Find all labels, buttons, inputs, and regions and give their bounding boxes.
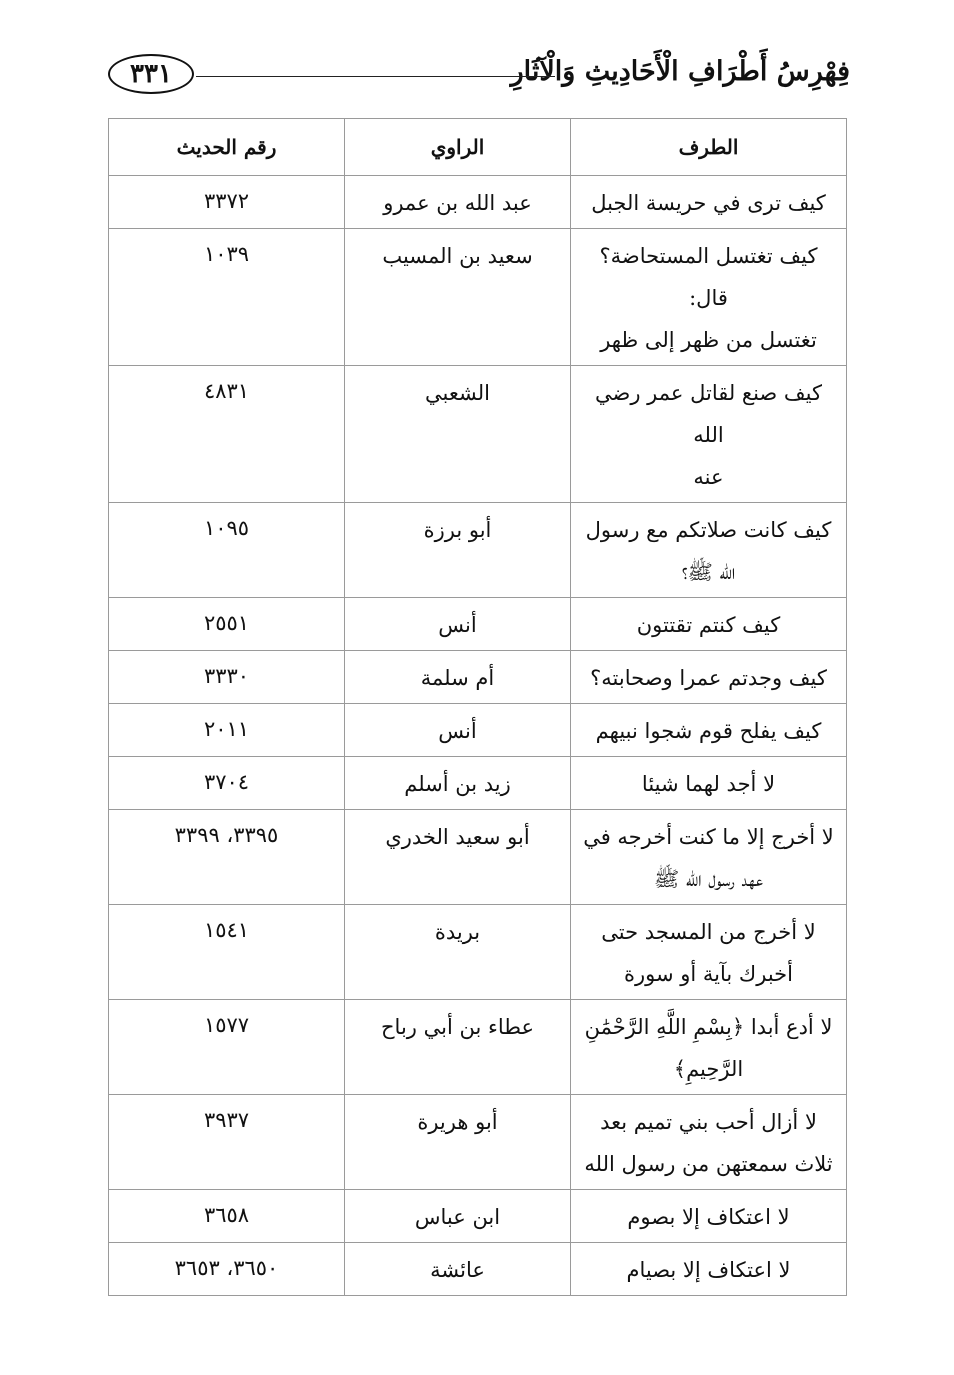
column-header-taraf: الطرف [571,119,847,176]
hadith-number-cell: ٤٨٣١ [109,366,345,503]
header-rule [196,76,555,77]
taraf-line: كيف وجدتم عمرا وصحابته؟ [590,666,827,690]
taraf-cell [571,503,847,598]
taraf-cell [571,229,847,366]
taraf-line: كيف صنع لقاتل عمر رضي الله [594,381,823,447]
taraf-cell [571,1095,847,1190]
hadith-number-cell: ٣٩٣٧ [109,1095,345,1190]
hadith-number-cell: ٢٥٥١ [109,598,345,651]
rawi-cell: أبو برزة [345,503,571,598]
rawi-cell: أنس [345,704,571,757]
taraf-line: كيف كانت صلاتكم مع رسول [585,518,832,542]
table-row [109,1190,847,1243]
taraf-line: تغتسل من ظهر إلى ظهر [600,328,817,352]
taraf-cell [571,598,847,651]
hadith-number-cell: ٣٦٥٨ [109,1190,345,1243]
rawi-cell: الشعبي [345,366,571,503]
page-title: فِهْرِسُ أَطْرَافِ الْأَحَادِيثِ وَالْآثَارِ [510,56,850,87]
table-header-row [109,119,847,176]
taraf-cell [571,366,847,503]
hadith-index-table [108,118,847,1296]
taraf-line: الرَّحِيمِ﴾ [673,1057,744,1081]
taraf-line: لا أجد لهما شيئا [641,772,776,796]
rawi-cell: بريدة [345,905,571,1000]
rawi-cell: زيد بن أسلم [345,757,571,810]
taraf-cell [571,1000,847,1095]
page-header [100,48,850,102]
table-row [109,1243,847,1296]
hadith-number-cell: ٣٣٩٥، ٣٣٩٩ [109,810,345,905]
taraf-line: لا أدع أبدا ﴿بِسْمِ اللَّهِ الرَّحْمَٰنِ [584,1015,833,1039]
hadith-number-cell: ٣٣٧٢ [109,176,345,229]
table-row [109,503,847,598]
table-row [109,810,847,905]
taraf-cell [571,757,847,810]
taraf-line: لا أخرج إلا ما كنت أخرجه في [583,825,834,849]
hadith-number-cell: ١٠٩٥ [109,503,345,598]
hadith-number-cell: ٣٣٣٠ [109,651,345,704]
column-header-rawi: الراوي [345,119,571,176]
taraf-line: الله ﷺ؟ [681,560,736,584]
table-row [109,704,847,757]
hadith-number-cell: ٢٠١١ [109,704,345,757]
table-row [109,1095,847,1190]
rawi-cell: ابن عباس [345,1190,571,1243]
hadith-number-cell: ١٥٧٧ [109,1000,345,1095]
table-row [109,366,847,503]
taraf-line: كيف كنتم تقتتون [636,613,781,637]
table-row [109,905,847,1000]
taraf-cell [571,704,847,757]
taraf-cell [571,176,847,229]
taraf-line: كيف يفلح قوم شجوا نبيهم [595,719,822,743]
page-number-badge: ٣٣١ [108,54,194,94]
hadith-number-cell: ١٥٤١ [109,905,345,1000]
taraf-cell [571,905,847,1000]
rawi-cell: عطاء بن أبي رباح [345,1000,571,1095]
taraf-line: ثلاث سمعتهن من رسول الله [584,1152,833,1176]
taraf-line: عنه [693,465,724,489]
table-row [109,598,847,651]
taraf-cell [571,1190,847,1243]
taraf-line: كيف ترى في حريسة الجبل [591,191,826,215]
rawi-cell: عبد الله بن عمرو [345,176,571,229]
hadith-number-cell: ٣٦٥٠، ٣٦٥٣ [109,1243,345,1296]
table-row [109,757,847,810]
rawi-cell: عائشة [345,1243,571,1296]
taraf-line: لا اعتكاف إلا بصيام [626,1258,791,1282]
rawi-cell: سعيد بن المسيب [345,229,571,366]
taraf-line: لا أخرج من المسجد حتى [601,920,816,944]
table-row [109,1000,847,1095]
rawi-cell: أبو هريرة [345,1095,571,1190]
rawi-cell: أم سلمة [345,651,571,704]
table-row [109,651,847,704]
hadith-number-cell: ٣٧٠٤ [109,757,345,810]
hadith-number-cell: ١٠٣٩ [109,229,345,366]
taraf-cell [571,810,847,905]
taraf-line: لا أزال أحب بني تميم بعد [600,1110,817,1134]
rawi-cell: أبو سعيد الخدري [345,810,571,905]
taraf-line: عهد رسول الله ﷺ [653,867,764,891]
taraf-cell [571,1243,847,1296]
rawi-cell: أنس [345,598,571,651]
table-row [109,176,847,229]
taraf-line: لا اعتكاف إلا بصوم [627,1205,790,1229]
taraf-cell [571,651,847,704]
table-row [109,229,847,366]
column-header-number: رقم الحديث [109,119,345,176]
taraf-line: أخبرك بآية أو سورة [624,962,793,986]
taraf-line: كيف تغتسل المستحاضة؟ قال: [599,244,818,310]
